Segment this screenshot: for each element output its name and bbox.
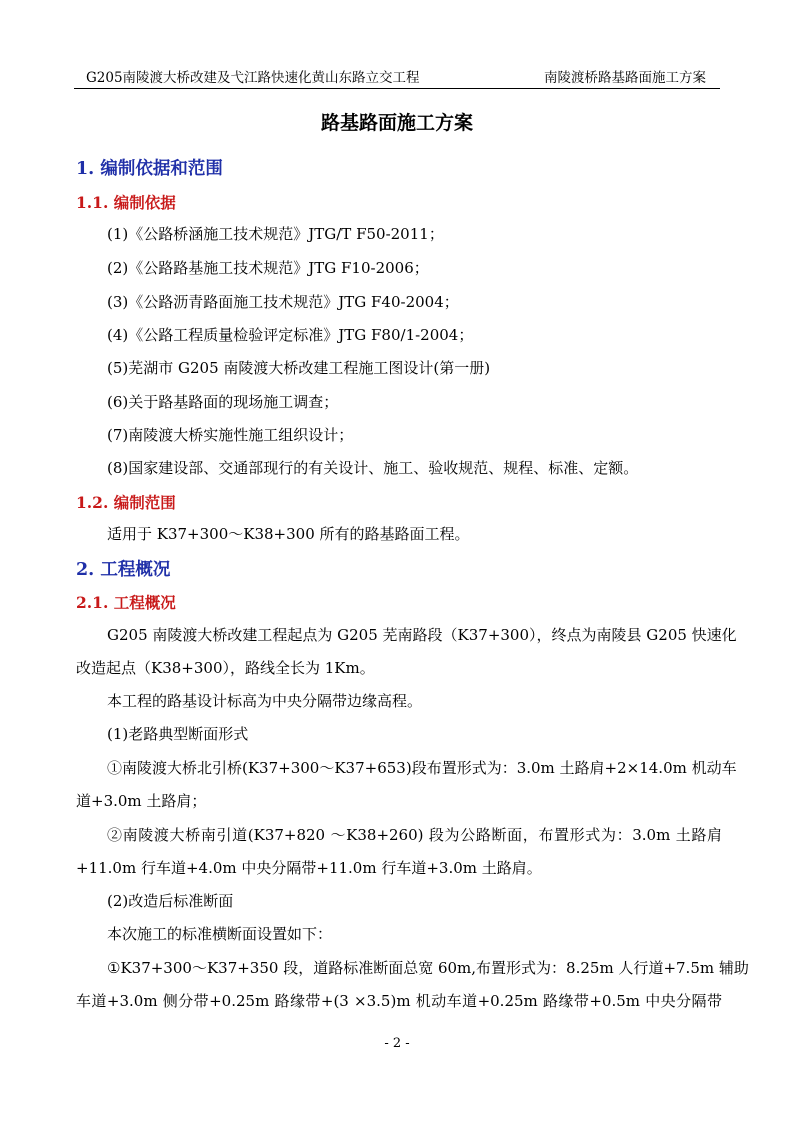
header-project-name: G205南陵渡大桥改建及弋江路快速化黄山东路立交工程 — [86, 70, 420, 86]
standard-section-line-1: ①K37+300～K37+350 段，道路标准断面总宽 60m,布置形式为：8.25m 人行道+7.5m 辅助 — [107, 959, 749, 977]
section-1-heading: 1. 编制依据和范围 — [76, 159, 223, 179]
south-approach-line-2: +11.0m 行车道+4.0m 中央分隔带+11.0m 行车道+3.0m 土路肩。 — [76, 859, 542, 877]
basis-item-6: (6)关于路基路面的现场施工调查； — [107, 393, 339, 411]
basis-item-3: (3)《公路沥青路面施工技术规范》JTG F40-2004； — [107, 293, 459, 311]
basis-item-7: (7)南陵渡大桥实施性施工组织设计； — [107, 426, 354, 444]
scope-text: 适用于 K37+300～K38+300 所有的路基路面工程。 — [107, 525, 470, 543]
overview-paragraph-1-line-1: G205 南陵渡大桥改建工程起点为 G205 芜南路段（K37+300），终点为南陵县 G205 快速化 — [107, 626, 737, 644]
basis-item-2: (2)《公路路基施工技术规范》JTG F10-2006； — [107, 259, 429, 277]
old-road-section-heading: (1)老路典型断面形式 — [107, 725, 249, 743]
south-approach-line-1: ②南陵渡大桥南引道(K37+820 ～K38+260) 段为公路断面，布置形式为：3.0m 土路肩 — [107, 826, 722, 844]
page-number: - 2 - — [384, 1036, 410, 1051]
overview-paragraph-1-line-2: 改造起点（K38+300），路线全长为 1Km。 — [76, 659, 375, 677]
new-standard-section-heading: (2)改造后标准断面 — [107, 892, 234, 910]
standard-section-line-2: 车道+3.0m 侧分带+0.25m 路缘带+(3 ×3.5)m 机动车道+0.25m 路缘带+0.5m 中央分隔带 — [76, 992, 722, 1010]
section-2-1-heading: 2.1. 工程概况 — [76, 593, 176, 612]
section-1-2-heading: 1.2. 编制范围 — [76, 493, 176, 512]
north-approach-line-1: ①南陵渡大桥北引桥(K37+300～K37+653)段布置形式为：3.0m 土路肩+2×14.0m 机动车 — [107, 759, 737, 777]
basis-item-5: (5)芜湖市 G205 南陵渡大桥改建工程施工图设计(第一册) — [107, 359, 491, 377]
section-2-heading: 2. 工程概况 — [76, 560, 171, 580]
header-document-name: 南陵渡桥路基路面施工方案 — [544, 70, 706, 86]
standard-section-intro: 本次施工的标准横断面设置如下： — [107, 925, 333, 943]
basis-item-8: (8)国家建设部、交通部现行的有关设计、施工、验收规范、规程、标准、定额。 — [107, 459, 639, 477]
north-approach-line-2: 道+3.0m 土路肩； — [76, 792, 207, 810]
document-title: 路基路面施工方案 — [320, 112, 473, 134]
page-header — [74, 64, 720, 89]
basis-item-4: (4)《公路工程质量检验评定标准》JTG F80/1-2004； — [107, 326, 474, 344]
overview-paragraph-2: 本工程的路基设计标高为中央分隔带边缘高程。 — [107, 692, 423, 710]
section-1-1-heading: 1.1. 编制依据 — [76, 193, 176, 212]
basis-item-1: (1)《公路桥涵施工技术规范》JTG/T F50-2011； — [107, 225, 444, 243]
